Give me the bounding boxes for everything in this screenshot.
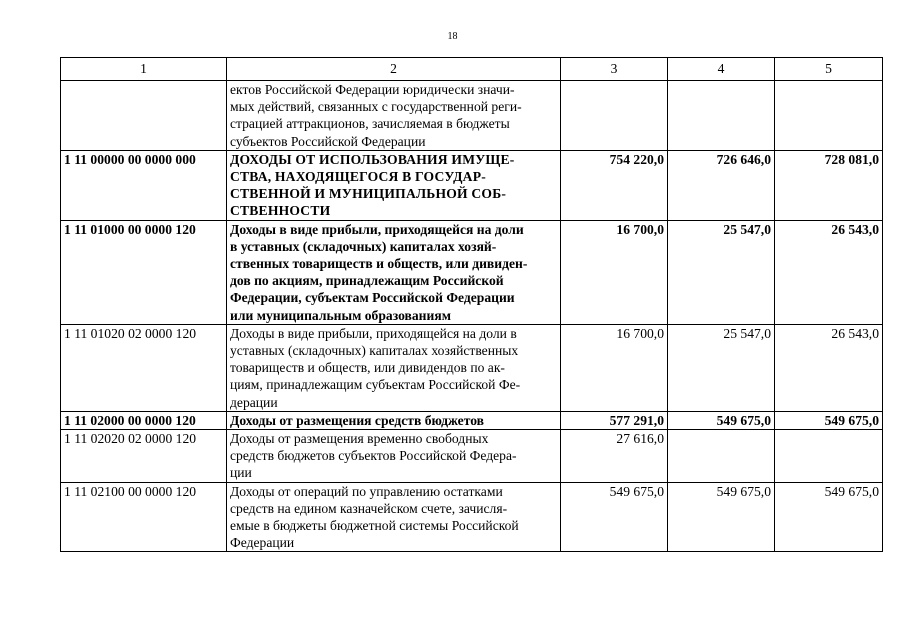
description-cell: [227, 220, 561, 324]
table-row: [61, 150, 883, 220]
table-header-row: [61, 58, 883, 81]
budget-code-cell: 1 11 02000 00 0000 120: [61, 411, 227, 429]
description-line: Федерации, субъектам Российской Федерации: [230, 290, 515, 306]
description-line: Федерации: [230, 535, 295, 551]
description-line: средств бюджетов субъектов Российской Федера-: [230, 448, 517, 464]
amount-cell-col3: 549 675,0: [561, 482, 668, 552]
amount-cell-col4: [668, 81, 775, 151]
column-header-5: 5: [775, 58, 883, 81]
description-line: средств на едином казначейском счете, зачисля-: [230, 500, 508, 516]
table-row: [61, 324, 883, 411]
description-line: дерации: [230, 394, 278, 410]
description-cell: [227, 482, 561, 552]
amount-cell-col3: 16 700,0: [561, 220, 668, 324]
description-line: циям, принадлежащим субъектам Российской Фе-: [230, 377, 521, 393]
budget-code-cell: 1 11 02020 02 0000 120: [61, 430, 227, 483]
amount-cell-col3: 27 616,0: [561, 430, 668, 483]
description-line: ектов Российской Федерации юридически значи-: [230, 82, 515, 97]
column-header-3: 3: [561, 58, 668, 81]
description-line: СТВЕННОСТИ: [230, 203, 331, 219]
amount-cell-col3: 754 220,0: [561, 150, 668, 220]
table-row: [61, 430, 883, 483]
description-line: ственных товариществ и обществ, или дивиден-: [230, 256, 528, 272]
description-line: ДОХОДЫ ОТ ИСПОЛЬЗОВАНИЯ ИМУЩЕ-: [230, 151, 515, 167]
table-row: [61, 411, 883, 429]
description-line: Доходы от операций по управлению остатками: [230, 483, 503, 499]
amount-cell-col4: 25 547,0: [668, 324, 775, 411]
description-line: емые в бюджеты бюджетной системы Российской: [230, 518, 519, 534]
amount-cell-col3: 16 700,0: [561, 324, 668, 411]
description-line: Доходы в виде прибыли, приходящейся на доли: [230, 221, 524, 237]
description-cell: [227, 81, 561, 151]
description-line: или муниципальным образованиям: [230, 307, 451, 323]
description-line: Доходы в виде прибыли, приходящейся на доли в: [230, 325, 517, 341]
budget-code-cell: [61, 81, 227, 151]
description-line: мых действий, связанных с государственной реги-: [230, 99, 522, 115]
amount-cell-col5: 26 543,0: [775, 324, 883, 411]
amount-cell-col5: 549 675,0: [775, 411, 883, 429]
description-cell: [227, 411, 561, 429]
description-line: страцией аттракционов, зачисляемая в бюджеты: [230, 116, 510, 132]
table-row: [61, 81, 883, 151]
description-cell: [227, 324, 561, 411]
description-line: субъектов Российской Федерации: [230, 133, 426, 149]
amount-cell-col5: [775, 430, 883, 483]
description-line: в уставных (складочных) капиталах хозяй-: [230, 238, 497, 254]
description-line: Доходы от размещения временно свободных: [230, 431, 489, 447]
table-row: [61, 482, 883, 552]
page-number: 18: [447, 31, 458, 42]
amount-cell-col5: [775, 81, 883, 151]
amount-cell-col4: 25 547,0: [668, 220, 775, 324]
description-line: СТВЕННОЙ И МУНИЦИПАЛЬНОЙ СОБ-: [230, 186, 507, 202]
amount-cell-col5: 728 081,0: [775, 150, 883, 220]
description-line: Доходы от размещения средств бюджетов: [230, 412, 484, 428]
amount-cell-col5: 26 543,0: [775, 220, 883, 324]
amount-cell-col4: 726 646,0: [668, 150, 775, 220]
table-row: [61, 220, 883, 324]
description-line: ции: [230, 465, 252, 481]
budget-code-cell: 1 11 01000 00 0000 120: [61, 220, 227, 324]
amount-cell-col4: 549 675,0: [668, 482, 775, 552]
budget-table: [60, 57, 883, 552]
amount-cell-col3: [561, 81, 668, 151]
amount-cell-col3: 577 291,0: [561, 411, 668, 429]
budget-code-cell: 1 11 00000 00 0000 000: [61, 150, 227, 220]
column-header-4: 4: [668, 58, 775, 81]
description-line: уставных (складочных) капиталах хозяйственных: [230, 343, 519, 359]
amount-cell-col4: 549 675,0: [668, 411, 775, 429]
budget-code-cell: 1 11 02100 00 0000 120: [61, 482, 227, 552]
description-cell: [227, 150, 561, 220]
description-line: дов по акциям, принадлежащим Российской: [230, 273, 504, 289]
column-header-2: 2: [227, 58, 561, 81]
budget-code-cell: 1 11 01020 02 0000 120: [61, 324, 227, 411]
amount-cell-col4: [668, 430, 775, 483]
description-cell: [227, 430, 561, 483]
description-line: СТВА, НАХОДЯЩЕГОСЯ В ГОСУДАР-: [230, 169, 486, 185]
description-line: товариществ и обществ, или дивидендов по ак-: [230, 360, 505, 376]
column-header-1: 1: [61, 58, 227, 81]
amount-cell-col5: 549 675,0: [775, 482, 883, 552]
